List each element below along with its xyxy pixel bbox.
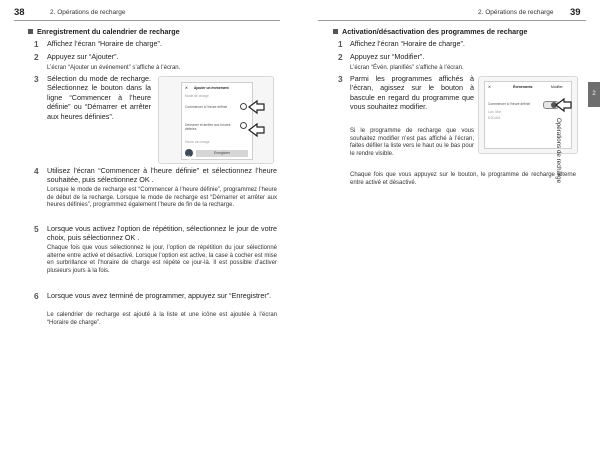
step-text: Affichez l’écran “Horaire de charge”.: [47, 39, 162, 48]
section-title-right: Activation/désactivation des programmes de recharge: [333, 27, 527, 36]
running-header-right: 2. Opérations de recharge: [478, 9, 554, 16]
step-text: Sélection du mode de recharge. Sélectionnez le bouton dans la ligne “Commencer à l’heure définie” ou “Démarrer et arrêter aux heures définies”.: [47, 74, 151, 121]
step-number: 1: [34, 39, 39, 49]
charge-time-label: Heure de charge: [185, 140, 210, 144]
step-note: Le calendrier de recharge est ajouté à la liste et une icône est ajoutée à l’écran “Horaire de charge”.: [47, 312, 277, 326]
step-note: Lorsque le mode de recharge est “Commencer à l’heure définie”, programmez l’heure de début de la recharge. Lorsque le mode de recharge est “Démarrer et arrêter aux heures définies”, programmez également l’heure de fin de la recharge.: [47, 187, 277, 209]
radio-button[interactable]: [240, 122, 247, 129]
screen-subtitle: Mode de charge: [185, 94, 209, 98]
callout-arrows: [247, 99, 267, 147]
page-number-right: 39: [570, 7, 581, 18]
modify-button[interactable]: Modifier: [551, 85, 563, 89]
header-rule-right: [318, 20, 586, 21]
step-text: Lorsque vous activez l’option de répétition, sélectionnez le jour de votre choix, puis sélectionnez OK .: [47, 224, 277, 243]
step-text: Affichez l’écran “Horaire de charge”.: [350, 39, 465, 48]
screenshot-add-event: [158, 76, 274, 164]
step-text: Parmi les programmes affichés à l’écran, agissez sur le bouton à bascule en regard du programme que vous souhaitez modifier.: [350, 74, 474, 112]
step-number: 1: [338, 39, 343, 49]
save-button[interactable]: Enregistrer: [196, 150, 248, 157]
section-title-left: Enregistrement du calendrier de recharge: [28, 27, 180, 36]
step-note: Chaque fois que vous sélectionnez le jour, l’option de répétition du jour sélectionné alterne entre activé et désactivé. Lorsque l’option est active, la case à cocher est mise en surbrillance et l’horaire de charge est répété ce jour-là. Il est possible d’activer plusieurs jours à la fois.: [47, 245, 277, 275]
square-bullet-icon: [333, 29, 338, 34]
step-note: Si le programme de recharge que vous souhaitez modifier n’est pas affiché à l’écran, faites défiler la liste vers le haut ou le bas pour le rendre visible.: [350, 128, 474, 158]
callout-arrow: [554, 97, 574, 113]
phone-screen: [181, 82, 253, 160]
step-number: 4: [34, 166, 39, 176]
close-icon: ✕: [488, 85, 491, 89]
option-start-stop-times[interactable]: Démarrer et arrêter aux heures définies: [185, 123, 231, 131]
step-note: L’écran “Évén. planifiés” s’affiche à l’écran.: [350, 65, 464, 71]
header-rule-left: [14, 20, 280, 21]
step-note: Chaque fois que vous appuyez sur le bouton, le programme de recharge alterne entre activé et désactivé.: [350, 172, 576, 186]
option-start-at-time[interactable]: Commencer à l’heure définie: [185, 105, 228, 109]
step-number: 2: [34, 52, 39, 62]
step-number: 6: [34, 291, 39, 301]
close-icon: ✕: [185, 86, 188, 90]
screen-title: Événements: [513, 85, 533, 89]
step-number: 5: [34, 224, 39, 234]
chapter-side-label: Opérations de recharge: [555, 118, 562, 184]
running-header-left: 2. Opérations de recharge: [50, 9, 126, 16]
radio-button[interactable]: [240, 103, 247, 110]
search-icon[interactable]: [185, 149, 193, 157]
step-note: L’écran “Ajouter un événement” s’affiche à l’écran.: [47, 65, 181, 71]
step-text: Appuyez sur “Ajouter”.: [47, 52, 119, 61]
step-number: 3: [338, 74, 343, 84]
screenshot-events: [478, 76, 578, 154]
event-row-label: Commencer à l’heure définie: [488, 102, 531, 106]
event-row-days: Lun, Mar: [488, 110, 502, 114]
chapter-tab: 2: [588, 82, 600, 107]
step-number: 2: [338, 52, 343, 62]
step-number: 3: [34, 74, 39, 84]
event-row-time: 8:00 AM: [488, 116, 501, 120]
page-number-left: 38: [14, 7, 25, 18]
step-text: Appuyez sur “Modifier”.: [350, 52, 425, 61]
step-text: Lorsque vous avez terminé de programmer, appuyez sur “Enregistrer”.: [47, 291, 272, 300]
screen-title: Ajouter un événement: [194, 86, 229, 90]
step-text: Utilisez l’écran “Commencer à l’heure définie” et sélectionnez l’heure souhaitée, puis sélectionnez OK .: [47, 166, 277, 185]
square-bullet-icon: [28, 29, 33, 34]
